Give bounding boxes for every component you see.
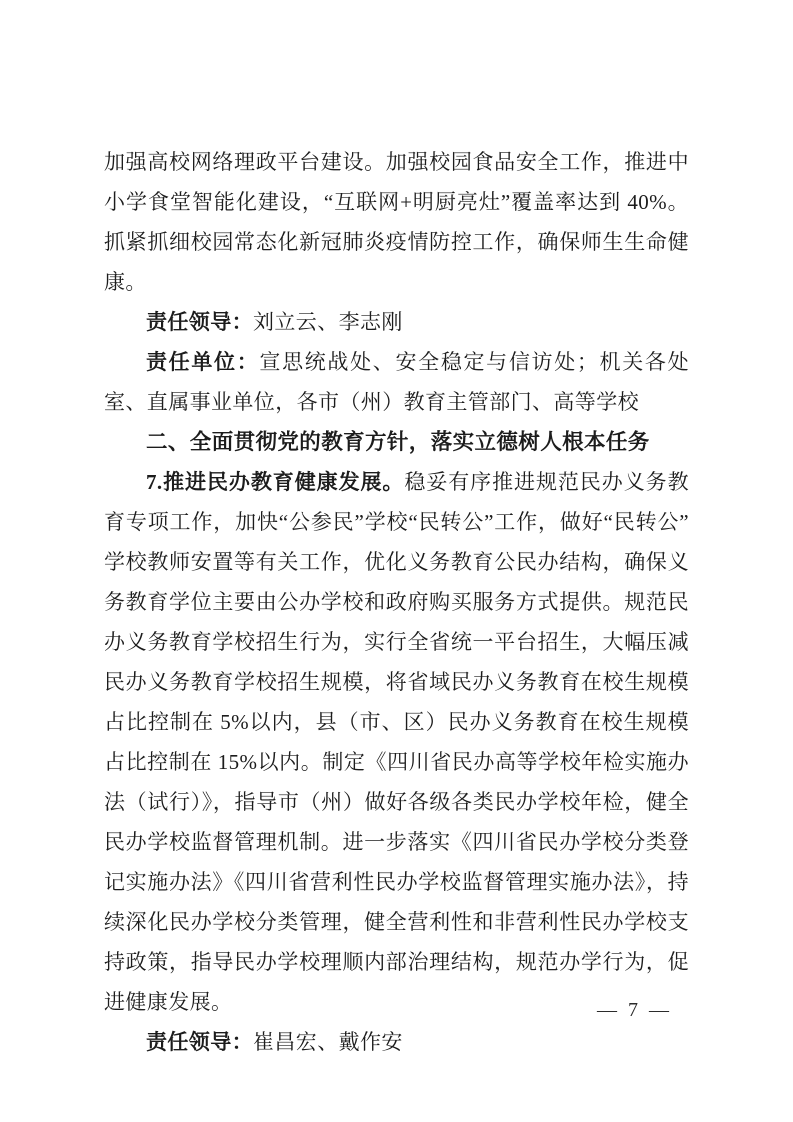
- paragraph-item-7-body: 稳妥有序推进规范民办义务教育专项工作，加快“公参民”学校“民转公”工作，做好“民转公”学校教师安置等有关工作，优化义务教育公民办结构，确保义务教育学位主要由公办学校和政府购买服务方式提供。规范民办义务教育学校招生行为，实行全省统一平台招生，大幅压减民办义务教育学校招生规模，将省域民办义务教育在校生规模占比控制在 5%以内，县（市、区）民办义务教育在校生规模占比控制在 15%以内。制定《四川省民办高等学校年检实施办法（试行）》，指导市（州）做好各级各类民办学校年检，健全民办学校监督管理机制。进一步落实《四川省民办学校分类登记实施办法》《四川省营利性民办学校监督管理实施办法》，持续深化民办学校分类管理，健全营利性和非营利性民办学校支持政策，指导民办学校理顺内部治理结构，规范办学行为，促进健康发展。: [104, 470, 689, 1014]
- responsible-leader-label-2: 责任领导：: [146, 1030, 253, 1054]
- responsible-leader-line-2: [104, 1022, 689, 1062]
- responsible-leader-label-1: 责任领导：: [146, 310, 253, 334]
- paragraph-item-7-lead: 7.推进民办教育健康发展。: [146, 470, 405, 494]
- section-heading: 二、全面贯彻党的教育方针，落实立德树人根本任务: [146, 430, 650, 454]
- responsible-unit-text: 宣思统战处、安全稳定与信访处；机关各处室、直属事业单位，各市（州）教育主管部门、高等学校: [104, 350, 689, 414]
- responsible-unit-label: 责任单位：: [146, 350, 260, 374]
- document-content: [104, 142, 689, 1062]
- responsible-leader-line-1: [104, 302, 689, 342]
- paragraph-continuation: 加强高校网络理政平台建设。加强校园食品安全工作，推进中小学食堂智能化建设，“互联网+明厨亮灶”覆盖率达到 40%。抓紧抓细校园常态化新冠肺炎疫情防控工作，确保师生生命健康。: [104, 150, 689, 294]
- responsible-unit-line: [104, 342, 689, 422]
- responsible-leader-names-2: 崔昌宏、戴作安: [253, 1030, 403, 1054]
- responsible-leader-names-1: 刘立云、李志刚: [253, 310, 403, 334]
- page-number: — 7 —: [597, 999, 672, 1021]
- paragraph-item-7: [104, 462, 689, 1022]
